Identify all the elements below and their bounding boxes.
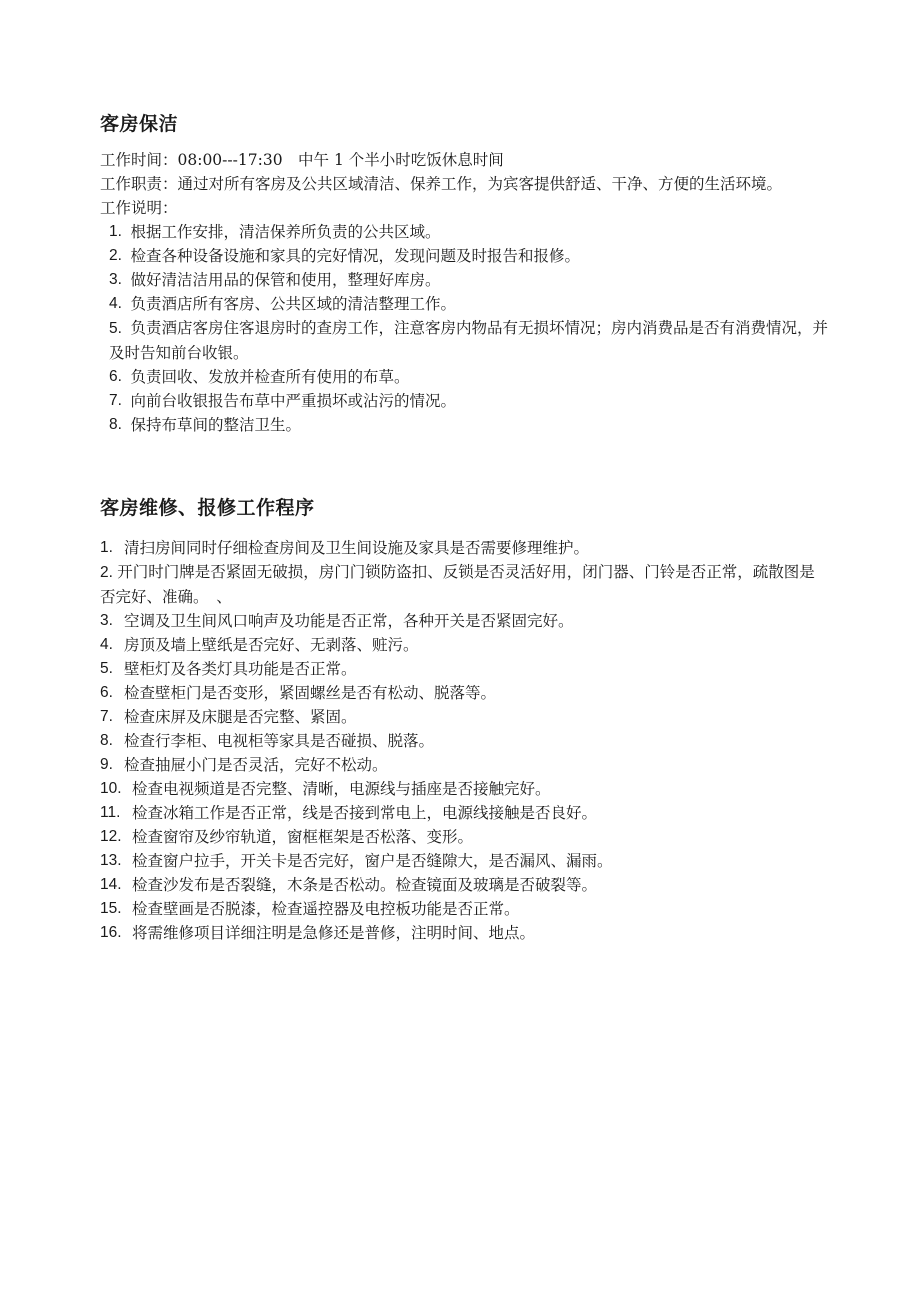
item-text: 检查抽屉小门是否灵活，完好不松动。 <box>124 756 388 774</box>
item-number: 11. <box>100 804 125 821</box>
item-text: 检查壁画是否脱漆，检查遥控器及电控板功能是否正常。 <box>132 900 520 918</box>
list-item <box>100 825 830 849</box>
item-text: 检查冰箱工作是否正常，线是否接到常电上，电源线接触是否良好。 <box>132 804 598 822</box>
item-text: 负责回收、发放并检查所有使用的布草。 <box>130 368 410 386</box>
work-time-line: 工作时间：08:00---17:30 中午 1 个半小时吃饭休息时间 <box>100 151 504 169</box>
list-item <box>100 921 830 945</box>
list-item <box>100 801 830 825</box>
repair-procedure-list <box>100 536 830 945</box>
item-text: 房顶及墙上壁纸是否完好、无剥落、赃污。 <box>124 636 419 654</box>
item-text: 负责酒店客房住客退房时的查房工作，注意客房内物品有无损坏情况；房内消费品是否有消费情况，并及时告知前台收银。 <box>109 319 829 362</box>
list-item <box>100 681 830 705</box>
item-text: 清扫房间同时仔细检查房间及卫生间设施及家具是否需要修理维护。 <box>124 539 590 557</box>
item-number: 4. <box>100 636 118 653</box>
item-text: 空调及卫生间风口响声及功能是否正常，各种开关是否紧固完好。 <box>124 612 574 630</box>
item-number: 1. <box>109 223 131 240</box>
item-number: 6. <box>109 368 131 385</box>
list-item <box>100 389 830 413</box>
list-item <box>100 873 830 897</box>
list-item <box>100 220 830 244</box>
item-number: 14. <box>100 876 126 893</box>
list-item <box>100 413 830 437</box>
item-number: 2. <box>109 247 131 264</box>
item-number: 3. <box>100 612 118 629</box>
list-item <box>100 268 830 292</box>
housekeeping-duty-list <box>100 220 830 437</box>
item-number: 3. <box>109 271 131 288</box>
list-item <box>100 316 830 365</box>
item-text: 向前台收银报告布草中严重损坏或沾污的情况。 <box>130 392 457 410</box>
item-number: 9. <box>100 756 118 773</box>
item-number: 8. <box>100 732 118 749</box>
item-text: 做好清洁洁用品的保管和使用，整理好库房。 <box>130 271 441 289</box>
item-number: 7. <box>100 708 118 725</box>
item-number: 6. <box>100 684 118 701</box>
item-text: 检查行李柜、电视柜等家具是否碰损、脱落。 <box>124 732 435 750</box>
section-title-repair: 客房维修、报修工作程序 <box>100 497 315 519</box>
list-item <box>100 560 830 609</box>
item-text: 将需维修项目详细注明是急修还是普修，注明时间、地点。 <box>132 924 536 942</box>
item-text: 负责酒店所有客房、公共区域的清洁整理工作。 <box>130 295 457 313</box>
item-number: 7. <box>109 392 131 409</box>
item-text: 检查窗帘及纱帘轨道，窗框框架是否松落、变形。 <box>132 828 474 846</box>
duty-line: 工作职责：通过对所有客房及公共区域清洁、保养工作，为宾客提供舒适、干净、方便的生活环境。 <box>100 175 783 193</box>
item-text: 检查壁柜门是否变形，紧固螺丝是否有松动、脱落等。 <box>124 684 497 702</box>
item-number: 15. <box>100 900 126 917</box>
section-title-housekeeping: 客房保洁 <box>100 113 179 135</box>
list-item <box>100 705 830 729</box>
list-item <box>100 777 830 801</box>
list-item <box>100 609 830 633</box>
notes-label: 工作说明： <box>100 199 178 217</box>
housekeeping-section <box>100 110 830 437</box>
item-text: 保持布草间的整洁卫生。 <box>130 416 302 434</box>
list-item <box>100 849 830 873</box>
item-text: 开门时门牌是否紧固无破损，房门门锁防盗扣、反锁是否灵活好用，闭门器、门铃是否正常，疏散图是否完好、准确。 、 <box>100 563 815 606</box>
item-text: 检查沙发布是否裂缝，木条是否松动。检查镜面及玻璃是否破裂等。 <box>132 876 598 894</box>
item-number: 4. <box>109 295 131 312</box>
item-text: 根据工作安排，清洁保养所负责的公共区域。 <box>130 223 441 241</box>
item-number: 5. <box>109 320 131 337</box>
item-text: 壁柜灯及各类灯具功能是否正常。 <box>124 660 357 678</box>
item-number: 13. <box>100 852 126 869</box>
item-number: 1. <box>100 539 118 556</box>
list-item <box>100 536 830 560</box>
item-number: 8. <box>109 416 131 433</box>
list-item <box>100 292 830 316</box>
list-item <box>100 365 830 389</box>
list-item <box>100 244 830 268</box>
item-number: 16. <box>100 924 126 941</box>
item-number: 10. <box>100 780 126 797</box>
item-number: 2. <box>100 564 118 581</box>
list-item <box>100 633 830 657</box>
list-item <box>100 657 830 681</box>
item-number: 5. <box>100 660 118 677</box>
item-text: 检查床屏及床腿是否完整、紧固。 <box>124 708 357 726</box>
item-number: 12. <box>100 828 126 845</box>
list-item <box>100 753 830 777</box>
list-item <box>100 729 830 753</box>
item-text: 检查各种设备设施和家具的完好情况，发现问题及时报告和报修。 <box>130 247 581 265</box>
list-item <box>100 897 830 921</box>
repair-procedure-section <box>100 494 830 945</box>
item-text: 检查电视频道是否完整、清晰，电源线与插座是否接触完好。 <box>132 780 551 798</box>
item-text: 检查窗户拉手，开关卡是否完好，窗户是否缝隙大，是否漏风、漏雨。 <box>132 852 613 870</box>
